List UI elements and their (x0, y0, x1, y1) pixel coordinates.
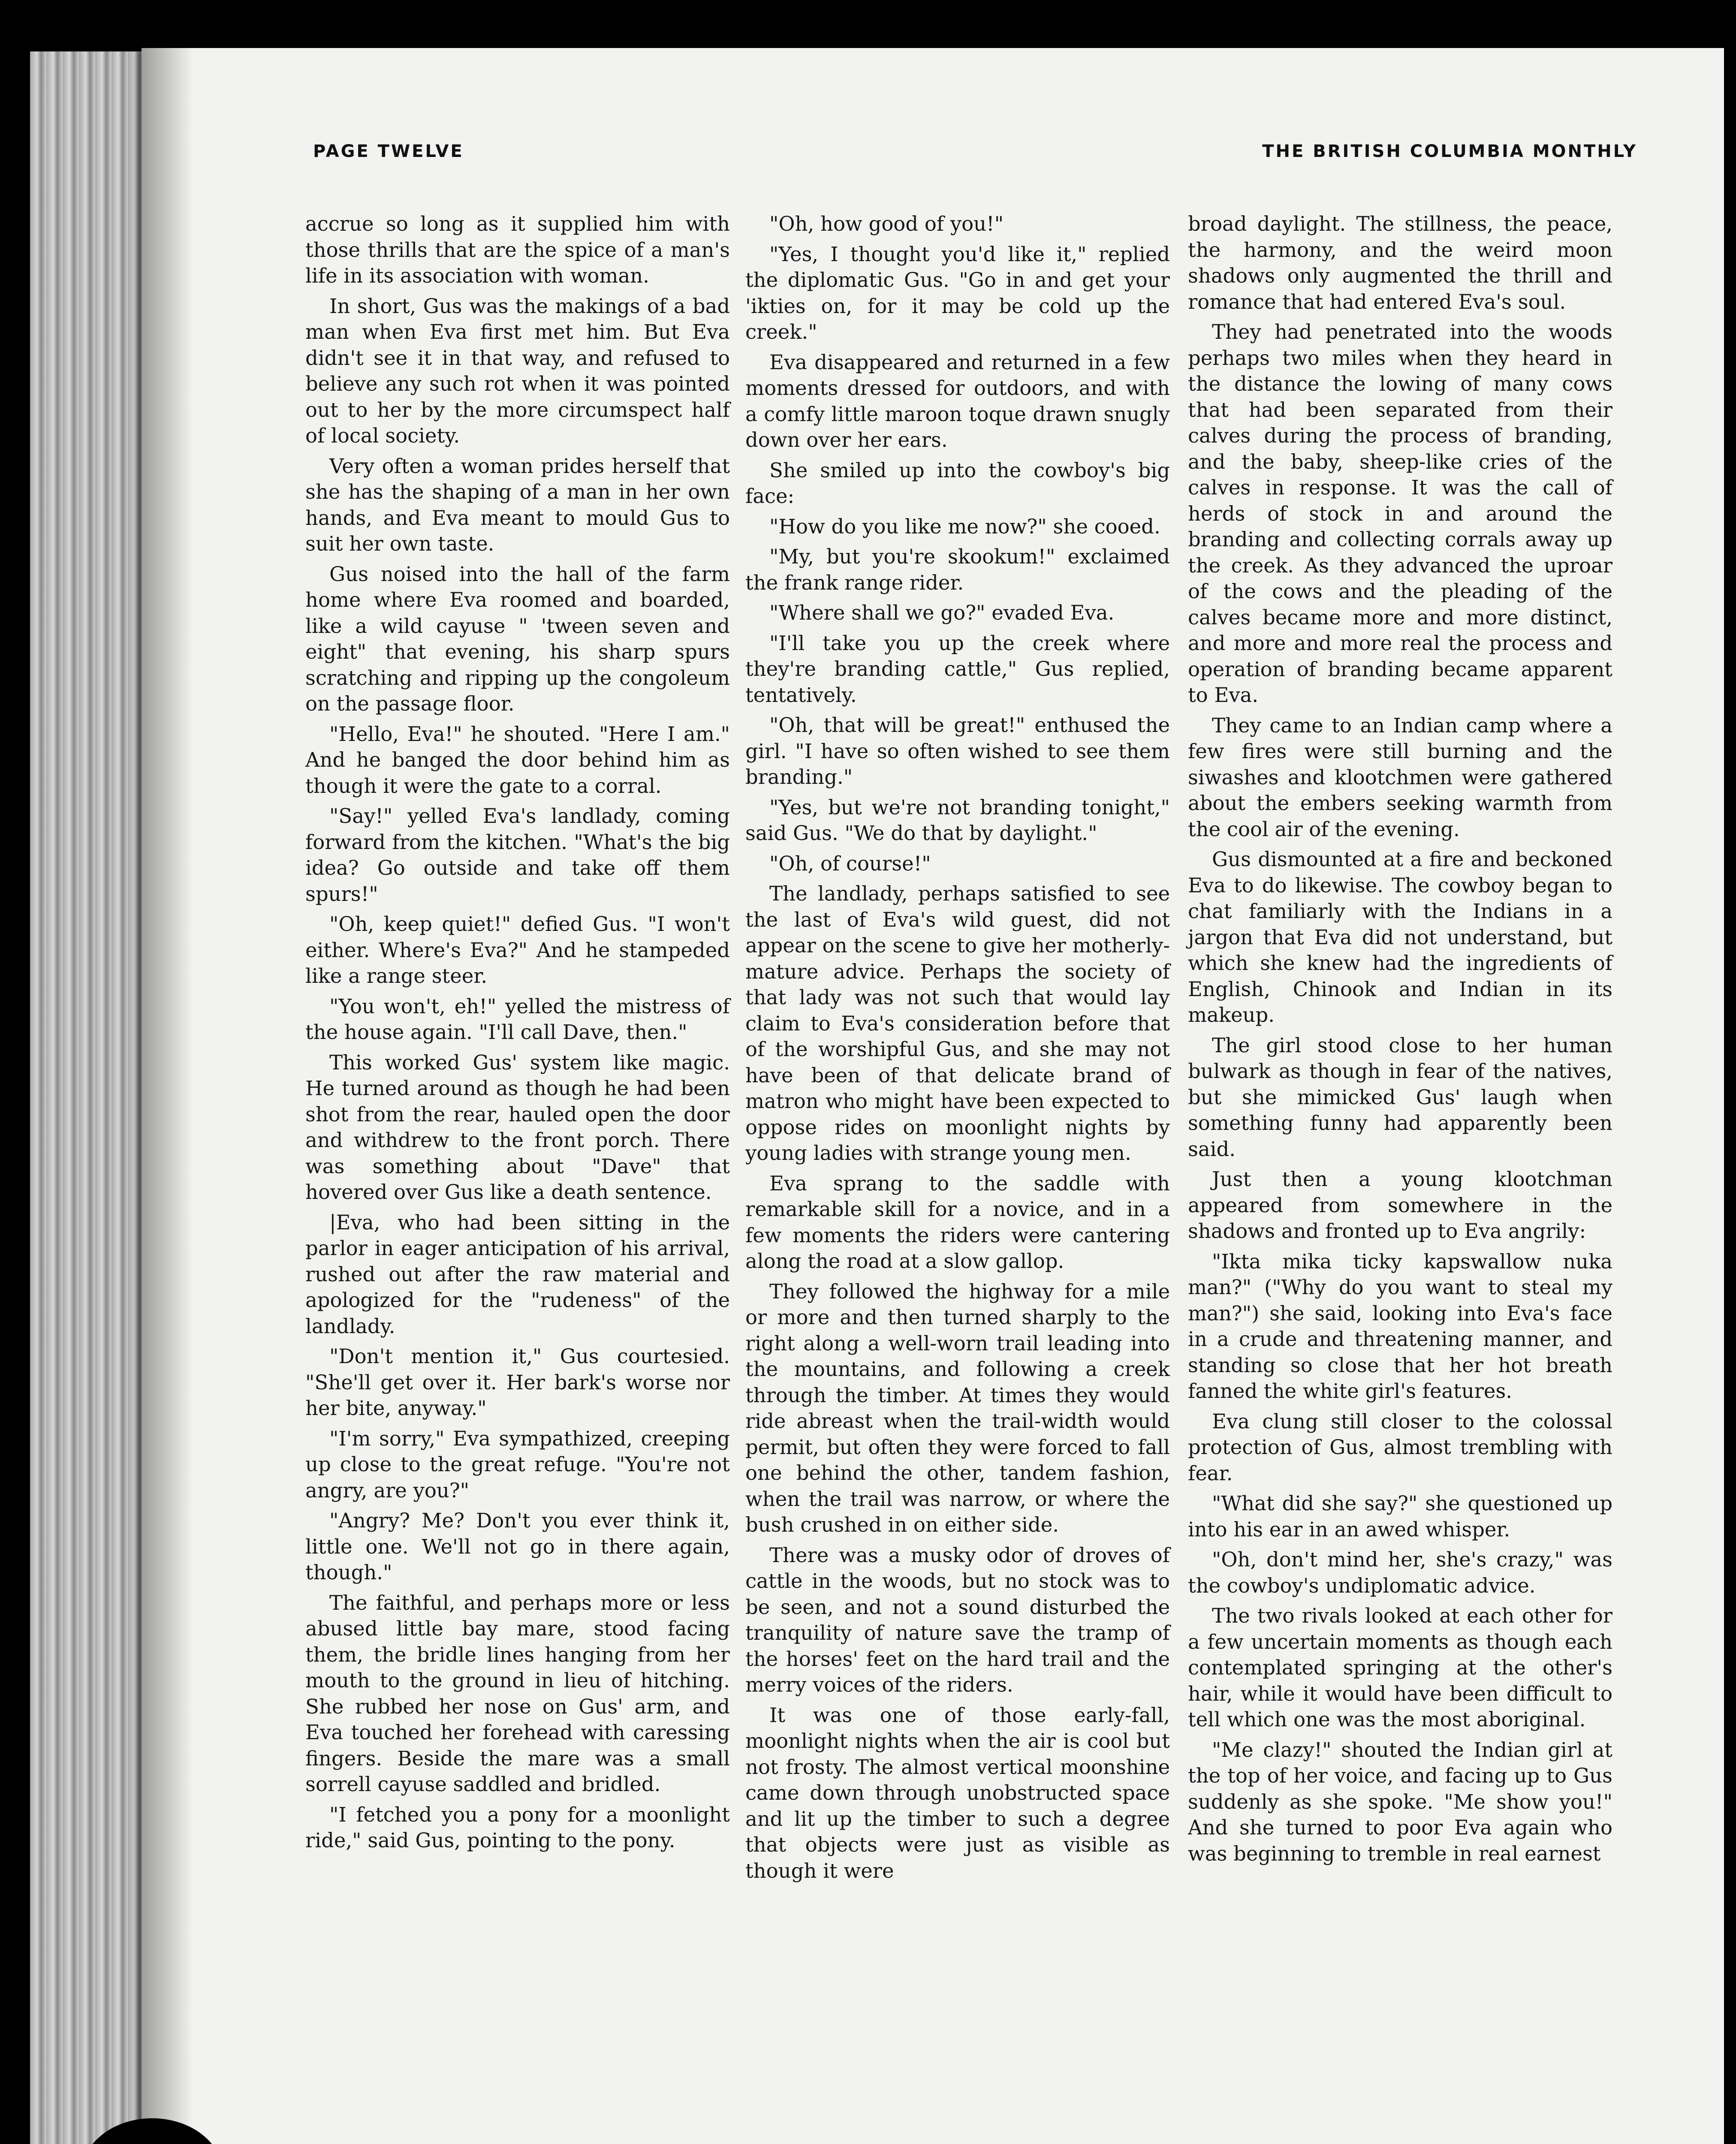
paragraph: "I'm sorry," Eva sympathized, creeping up close to the great refuge. "You're not angry, are you?" (305, 1427, 730, 1502)
paragraph: Gus dismounted at a fire and beckoned Eva to do likewise. The cowboy began to chat familiarly with the Indians in a jargon that Eva did not understand, but which she knew had the ingredients of English, Chinook and Indian in its makeup. (1188, 848, 1612, 1027)
paragraph: "Me clazy!" shouted the Indian girl at the top of her voice, and facing up to Gus suddenly as she spoke. "Me show you!" And she turned to poor Eva again who was beginning to tremble in real earnest (1188, 1738, 1612, 1865)
paragraph: "Angry? Me? Don't you ever think it, little one. We'll not go in there again, though." (305, 1509, 730, 1584)
page-header (313, 142, 1637, 167)
paragraph: The faithful, and perhaps more or less abused little bay mare, stood facing them, the bridle lines hanging from her mouth to the ground in lieu of hitching. She rubbed her nose on Gus' arm, and Eva touched her forehead with caressing fingers. Beside the mare was a small sorrell cayuse saddled and bridled. (305, 1591, 730, 1796)
paragraph: "My, but you're skookum!" exclaimed the frank range rider. (745, 545, 1170, 594)
paragraph: "Oh, keep quiet!" defied Gus. "I won't either. Where's Eva?" And he stampeded like a range steer. (305, 912, 730, 988)
paragraph: This worked Gus' system like magic. He turned around as though he had been shot from the rear, hauled open the door and withdrew to the front porch. There was something about "Dave" that hovered over Gus like a death sentence. (305, 1051, 730, 1204)
paragraph: Eva disappeared and returned in a few moments dressed for outdoors, and with a comfy little maroon toque drawn snugly down over her ears. (745, 350, 1170, 452)
paragraph: "Where shall we go?" evaded Eva. (769, 601, 1115, 624)
paragraph: They had penetrated into the woods perhaps two miles when they heard in the distance the lowing of many cows that had been separated from their calves during the process of branding, and the baby, sheep-like cries of the calves in response. It was the call of herds of stock in and around the branding and collecting corrals away up the creek. As they advanced the uproar of the cows and the pleading of the calves became more and more distinct, and more and more real the process and operation of branding became apparent to Eva. (1188, 320, 1612, 707)
paragraph: They came to an Indian camp where a few fires were still burning and the siwashes and klootchmen were gathered about the embers seeking warmth from the cool air of the evening. (1188, 714, 1612, 841)
paragraph: accrue so long as it supplied him with those thrills that are the spice of a man's life in its association with woman. (305, 212, 730, 287)
paragraph: "Don't mention it," Gus courtesied. "She'll get over it. Her bark's worse nor her bite, anyway." (305, 1345, 730, 1420)
paragraph: "I fetched you a pony for a moonlight ride," said Gus, pointing to the pony. (305, 1803, 730, 1852)
paragraph: "Yes, but we're not branding tonight," said Gus. "We do that by daylight." (745, 795, 1170, 845)
text-column-3 (1188, 211, 1612, 1871)
page-stack-edges (30, 51, 159, 2144)
text-column-1 (305, 211, 730, 1858)
paragraph: Gus noised into the hall of the farm home where Eva roomed and boarded, like a wild cayuse " 'tween seven and eight" that evening, his sharp spurs scratching and ripping up the congoleum on the passage floor. (305, 562, 730, 715)
paragraph: "Say!" yelled Eva's landlady, coming forward from the kitchen. "What's the big idea? Go outside and take off them spurs!" (305, 804, 730, 906)
paragraph: |Eva, who had been sitting in the parlor in eager anticipation of his arrival, rushed out after the raw material and apologized for the "rudeness" of the landlady. (305, 1211, 730, 1338)
paragraph: Eva clung still closer to the colossal protection of Gus, almost trembling with fear. (1188, 1409, 1612, 1485)
paragraph: "Hello, Eva!" he shouted. "Here I am." And he banged the door behind him as though it were the gate to a corral. (305, 722, 730, 798)
paragraph: broad daylight. The stillness, the peace, the harmony, and the weird moon shadows only augmented the thrill and romance that had entered Eva's soul. (1188, 212, 1612, 313)
spine-shadow (142, 48, 193, 2144)
paragraph: "You won't, eh!" yelled the mistress of the house again. "I'll call Dave, then." (305, 994, 730, 1044)
paragraph: "Oh, that will be great!" enthused the girl. "I have so often wished to see them branding." (745, 714, 1170, 789)
paragraph: "What did she say?" she questioned up into his ear in an awed whisper. (1188, 1492, 1612, 1541)
page-number-heading: PAGE TWELVE (313, 142, 464, 161)
paragraph: Eva sprang to the saddle with remarkable skill for a novice, and in a few moments the riders were cantering along the road at a slow gallop. (745, 1171, 1170, 1273)
paragraph: "Yes, I thought you'd like it," replied the diplomatic Gus. "Go in and get your 'ikties on, for it may be cold up the creek." (745, 242, 1170, 343)
paragraph: The two rivals looked at each other for a few uncertain moments as though each contemplated springing at the other's hair, while it would have been difficult to tell which one was the most aboriginal. (1188, 1604, 1612, 1731)
paragraph: Very often a woman prides herself that she has the shaping of a man in her own hands, and Eva meant to mould Gus to suit her own taste. (305, 454, 730, 555)
paragraph: There was a musky odor of droves of cattle in the woods, but no stock was to be seen, and not a sound disturbed the tranquility of nature save the tramp of the horses' feet on the hard trail and the merry voices of the riders. (745, 1543, 1170, 1696)
paragraph: "How do you like me now?" she cooed. (769, 515, 1160, 538)
paragraph: "Oh, of course!" (769, 852, 931, 875)
paragraph: They followed the highway for a mile or more and then turned sharply to the right along a well-worn trail leading into the mountains, and following a creek through the timber. At times they would ride abreast when the trail-width would permit, but often they were forced to fall one behind the other, tandem fashion, when the trail was narrow, or where the bush crushed in on either side. (745, 1280, 1170, 1536)
paragraph: The landlady, perhaps satisfied to see the last of Eva's wild guest, did not appear on the scene to give her motherly-mature advice. Perhaps the society of that lady was not such that would lay claim to Eva's consideration before that of the worshipful Gus, and she may not have been of that delicate brand of matron who might have been expected to oppose rides on moonlight nights by young ladies with strange young men. (745, 882, 1170, 1165)
paragraph: "Oh, don't mind her, she's crazy," was the cowboy's undiplomatic advice. (1188, 1548, 1612, 1597)
text-column-2 (745, 211, 1170, 1888)
paragraph: She smiled up into the cowboy's big face: (745, 458, 1170, 508)
publication-title: THE BRITISH COLUMBIA MONTHLY (1262, 142, 1637, 161)
paragraph: Just then a young klootchman appeared from somewhere in the shadows and fronted up to Eva angrily: (1188, 1168, 1612, 1243)
paragraph: "Oh, how good of you!" (769, 212, 1004, 235)
paragraph: In short, Gus was the makings of a bad man when Eva first met him. But Eva didn't see it in that way, and refused to believe any such rot when it was pointed out to her by the more circumspect half of local society. (305, 294, 730, 447)
paragraph: "Ikta mika ticky kapswallow nuka man?" ("Why do you want to steal my man?") she said, looking into Eva's face in a crude and threatening manner, and standing so close that her hot breath fanned the white girl's features. (1188, 1250, 1612, 1403)
paragraph: "I'll take you up the creek where they're branding cattle," Gus replied, tentatively. (745, 631, 1170, 707)
paragraph: The girl stood close to her human bulwark as though in fear of the natives, but she mimicked Gus' laugh when something funny had apparently been said. (1188, 1033, 1612, 1161)
paragraph: It was one of those early-fall, moonlight nights when the air is cool but not frosty. The almost vertical moonshine came down through unobstructed space and lit up the timber to such a degree that objects were just as visible as though it were (745, 1703, 1170, 1882)
